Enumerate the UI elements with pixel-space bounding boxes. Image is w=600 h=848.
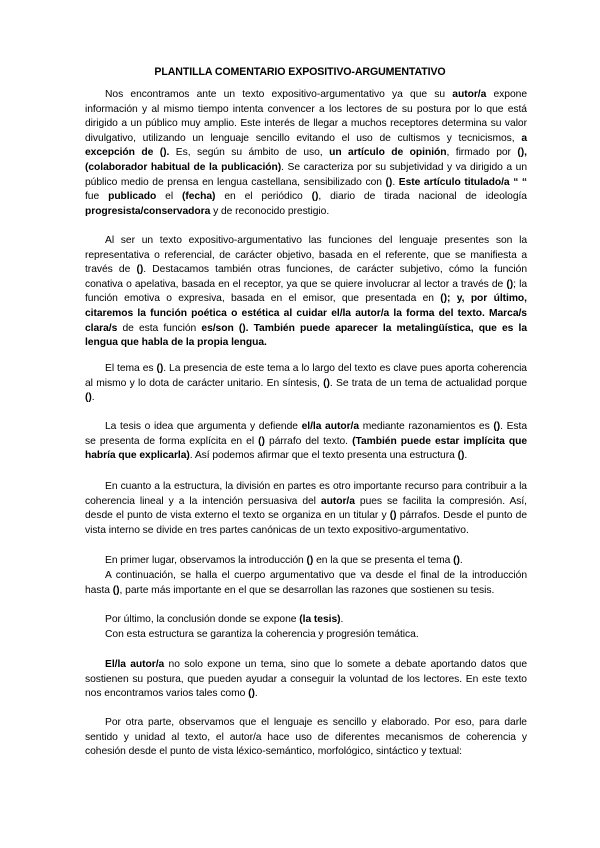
paragraph-body-part: A continuación, se halla el cuerpo argumentativo que va desde el final de la introducción hasta (), parte más importante en el que se desarrollan las razones que sostienen su tesis.: [85, 570, 527, 596]
paragraph-introduction-part: En primer lugar, observamos la introducción () en la que se presenta el tema ().: [105, 555, 463, 566]
paragraph-introduction: Nos encontramos ante un texto expositivo-argumentativo ya que su autor/a expone información y al mismo tiempo intenta convencer a los lectores de su postura por lo que está dirigido a un público muy amplio. Este interés de llegar a muchos receptores determina su valor divulgativo, utilizando un lenguaje sencillo evitando el uso de cultismos y tecnicismos, a excepción de (). Es, según su ámbito de uso, un artículo de opinión, firmado por (), (colaborador habitual de la publicación). Se caracteriza por su subjetividad y va dirigido a un público medio de prensa en lengua castellana, sensibilizado con (). Este artículo titulado/a “ “ fue publicado el (fecha) en el periódico (), diario de tirada nacional de ideología progresista/conservadora y de reconocido prestigio.: [85, 89, 528, 217]
paragraph-thesis: La tesis o idea que argumenta y defiende el/la autor/a mediante razonamientos es (). Esta se presenta de forma explícita en el () párrafo del texto. (También puede estar implícita que habría que explicarla). Así podemos afirmar que el texto presenta una estructura ().: [85, 421, 528, 462]
document-title: PLANTILLA COMENTARIO EXPOSITIVO-ARGUMENTATIVO: [154, 66, 446, 78]
paragraph-conclusion-part: Por último, la conclusión donde se expone (la tesis).: [105, 614, 344, 625]
paragraph-structure: En cuanto a la estructura, la división en partes es otro importante recurso para contribuir a la coherencia lineal y a la intención persuasiva del autor/a pues se facilita la compresión. Así, desde el punto de vista externo el texto se organiza en un titular y () párrafos. Desde el punto de vista interno se divide en tres partes canónicas de un texto expositivo-argumentativo.: [85, 481, 527, 536]
paragraph-structure-summary: Con esta estructura se garantiza la coherencia y progresión temática.: [105, 629, 419, 640]
paragraph-theme: El tema es (). La presencia de este tema a lo largo del texto es clave pues aporta coherencia al mismo y lo dota de carácter unitario. En síntesis, (). Se trata de un tema de actualidad porque ().: [85, 363, 527, 404]
paragraph-cohesion: Por otra parte, observamos que el lenguaje es sencillo y elaborado. Por eso, para darle sentido y unidad al texto, el autor/a hace uso de diferentes mecanismos de coherencia y cohesión desde el punto de vista léxico-semántico, morfológico, sintáctico y textual:: [85, 717, 527, 758]
paragraph-arguments: El/la autor/a no solo expone un tema, sino que lo somete a debate aportando datos que sostienen su postura, que pueden ayudar a conseguir la voluntad de los lectores. En este texto nos encontramos varios tales como ().: [85, 659, 527, 700]
paragraph-language-functions: Al ser un texto expositivo-argumentativo las funciones del lenguaje presentes son la representativa o referencial, de carácter objetivo, basada en el referente, que se manifiesta a través de (). Destacamos también otras funciones, de carácter subjetivo, cómo la función conativa o apelativa, basada en el receptor, ya que se quiere involucrar al lector a través de (); la función emotiva o expresiva, basada en el emisor, que presentada en (); y, por último, citaremos la función poética o estética al cuidar el/la autor/a la forma del texto. Marca/s clara/s de esta función es/son (). También puede aparecer la metalingüística, que es la lengua que habla de la propia lengua.: [85, 235, 527, 349]
